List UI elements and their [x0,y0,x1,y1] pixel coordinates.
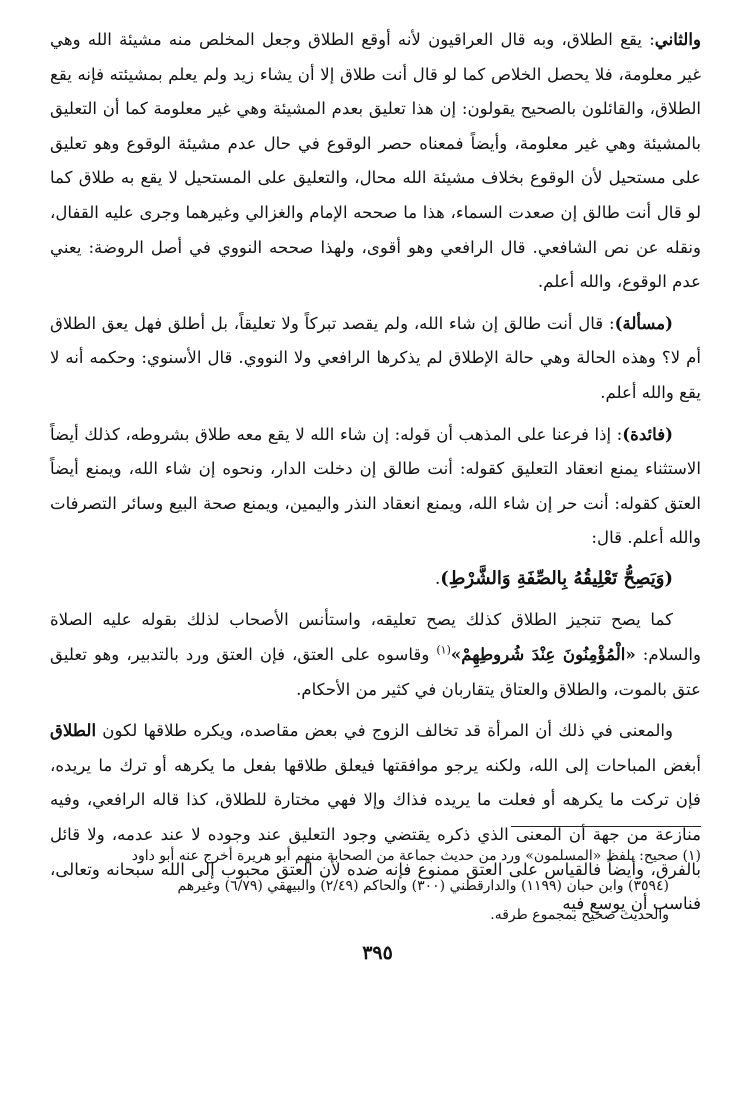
footnote-line: والحديث صحيح بمجموع طرقه. [490,907,669,923]
paragraph-text: كما يصح تنجيز الطلاق كذلك يصح تعليقه، واستأنس الأصحاب لذلك بقوله عليه الصلاة والسلام: [50,609,702,665]
paragraph-lead: (مسألة) [614,312,673,333]
paragraph-text: وقاسوه على العتق، فإن العتق ورد بالتدبير، وهو تعليق عتق بالموت، والطلاق والعتاق يتقاربان في كثير من الأحكام. [50,645,701,699]
paragraph-second-opinion [50,22,701,300]
matn-text: (وَيَصِحُّ تَعْلِيقُهُ بِالصِّفَةِ وَالشَّرْطِ) [440,567,673,589]
footnote-divider [511,826,701,827]
paragraph-lead: (فائدة) [622,423,673,444]
main-text [50,22,701,922]
page-number: ٣٩٥ [362,942,393,964]
paragraph-lead: والثاني [654,29,701,49]
matn-heading [50,562,701,597]
footnote-reference[interactable]: (١) [436,643,451,657]
footnote-line: (١) صحيح: بلفظ «المسلمون» ورد من حديث جماعة من الصحابة منهم أبو هريرة أخرج عنه أبو داود [131,848,701,864]
paragraph-text: أبغض المباحات إلى الله، ولكنه يرجو موافقتها فيعلق طلاقها بفعل ما يكرهه أو ترك ما يريده، فإن تركت ما يكرهه أو فعلت ما يريده فذاك وإلا فهي مختارة للطلاق، كذا قاله الرافعي، وفيه منازعة من جهة أن المعنى الذي ذكره يقتضي وجود التعليق عند وجوده لا عند عدمه، ولا قائل بالفرق، وأيضاً فالقياس على العتق ممنوع فإنه ضده لأن العتق محبوب إلى الله سبحانه وتعالى، فناسب أن يوسع فيه [50,755,701,914]
paragraph-text: : يقع الطلاق، وبه قال العراقيون لأنه أوقع الطلاق وجعل المخلص منه مشيئة الله وهي غير معلومة، فلا يحصل الخلاص كما لو قال أنت طلاق إلا أن يشاء زيد ولم يعلم بمشيئته فإنه يقع الطلاق، والقائلون بالصحيح يقولون: إن هذا تعليق بعدم المشيئة وهي غير معلومة كما أن التعليق بالمشيئة وهي غير معلومة، وأيضاً فمعناه حصر الوقوع في حال عدم مشيئة الوقوع وهو تعليق على مستحيل لأن الوقوع بخلاف مشيئة الله محال، والتعليق على المستحيل لا يقع به طلاق كما لو قال أنت طالق إن صعدت السماء، هذا ما صححه الإمام والغزالي وغيرهما وجرى عليه القفال، ونقله عن نص الشافعي. قال الرافعي وهو أقوى، ولهذا صححه النووي في أصل الروضة: يعني عدم الوقوع، والله أعلم. [50,30,701,292]
hadith-quote: «الْمُؤْمِنُونَ عِنْدَ شُروطِهِمْ» [450,644,636,665]
paragraph-text: : إذا فرعنا على المذهب أن قوله: إن شاء الله لا يقع معه طلاق بشروطه، كذلك أيضاً الاستثناء يمنع انعقاد التعليق كقوله: أنت طالق إن دخلت الدار، ونحوه إن شاء الله، ويمنع أيضاً العتق كقوله: أنت حر إن شاء الله، ويمنع انعقاد النذر واليمين، ويمنع صحة البيع وسائر التصرفات والله أعلم. قال: [50,424,701,548]
footnotes [50,842,701,931]
paragraph-faida [50,417,701,556]
paragraph-text: : قال أنت طالق إن شاء الله، ولم يقصد تبركاً ولا تعليقاً، بل أطلق فهل يعق الطلاق أم لا؟ وهذه الحالة وهي حالة الإطلاق لم يذكرها الرافعي ولا النووي. قال الأسنوي: وحكمه أنه لا يقع والله أعلم. [50,313,701,402]
footnote-line: (٣٥٩٤) وابن حبان (١١٩٩) والدارقطني (٣٠٠) والحاكم (٢/٤٩) والبيهقي (٦/٧٩) وغيرهم [177,877,669,894]
paragraph-masala [50,306,701,411]
bold-term: الطلاق [50,720,97,741]
matn-tail: . [434,568,441,588]
paragraph-hadith [50,603,701,708]
paragraph-text: والمعنى في ذلك أن المرأة قد تخالف الزوج في بعض مقاصده، ويكره طلاقها لكون [96,721,673,741]
